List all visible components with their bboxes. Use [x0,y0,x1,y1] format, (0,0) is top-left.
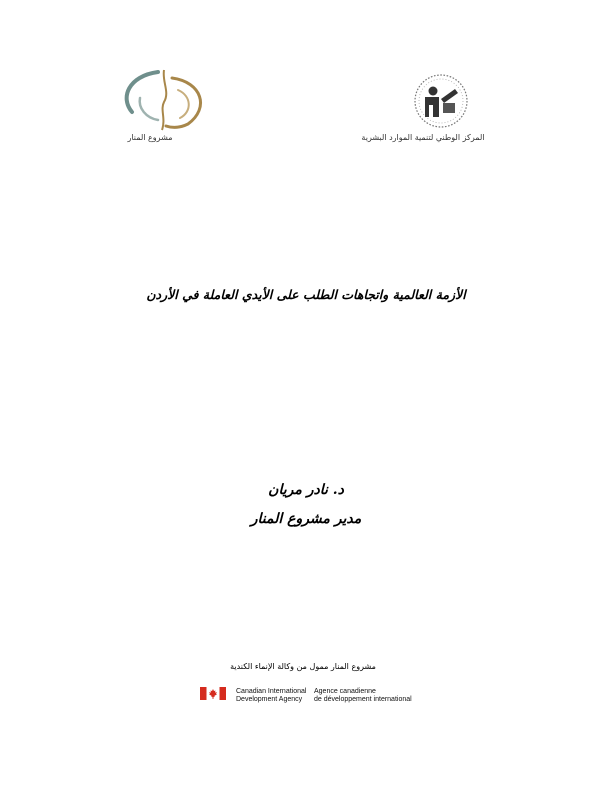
funding-note: مشروع المنار ممول من وكالة الإنماء الكندية [230,662,376,671]
canada-flag-icon [200,687,226,700]
almanar-caption: مشروع المنار [127,133,173,142]
almanar-logo-icon [118,68,212,132]
author-name: د. نادر مريان [268,482,344,498]
cida-en-line1: Canadian International [236,688,307,695]
nchrd-logo-icon [413,73,469,129]
document-title: الأزمة العالمية واتجاهات الطلب على الأيدي العاملة في الأردن [146,287,466,302]
nchrd-caption: المركز الوطني لتنمية الموارد البشرية [361,133,485,142]
cida-name-english [236,688,316,704]
cida-name-french [314,688,418,704]
cida-en-line2: Development Agency [236,696,303,703]
author-role: مدير مشروع المنار [250,511,362,527]
cida-fr-line2: de développement international [314,696,412,703]
cida-fr-line1: Agence canadienne [314,688,376,695]
